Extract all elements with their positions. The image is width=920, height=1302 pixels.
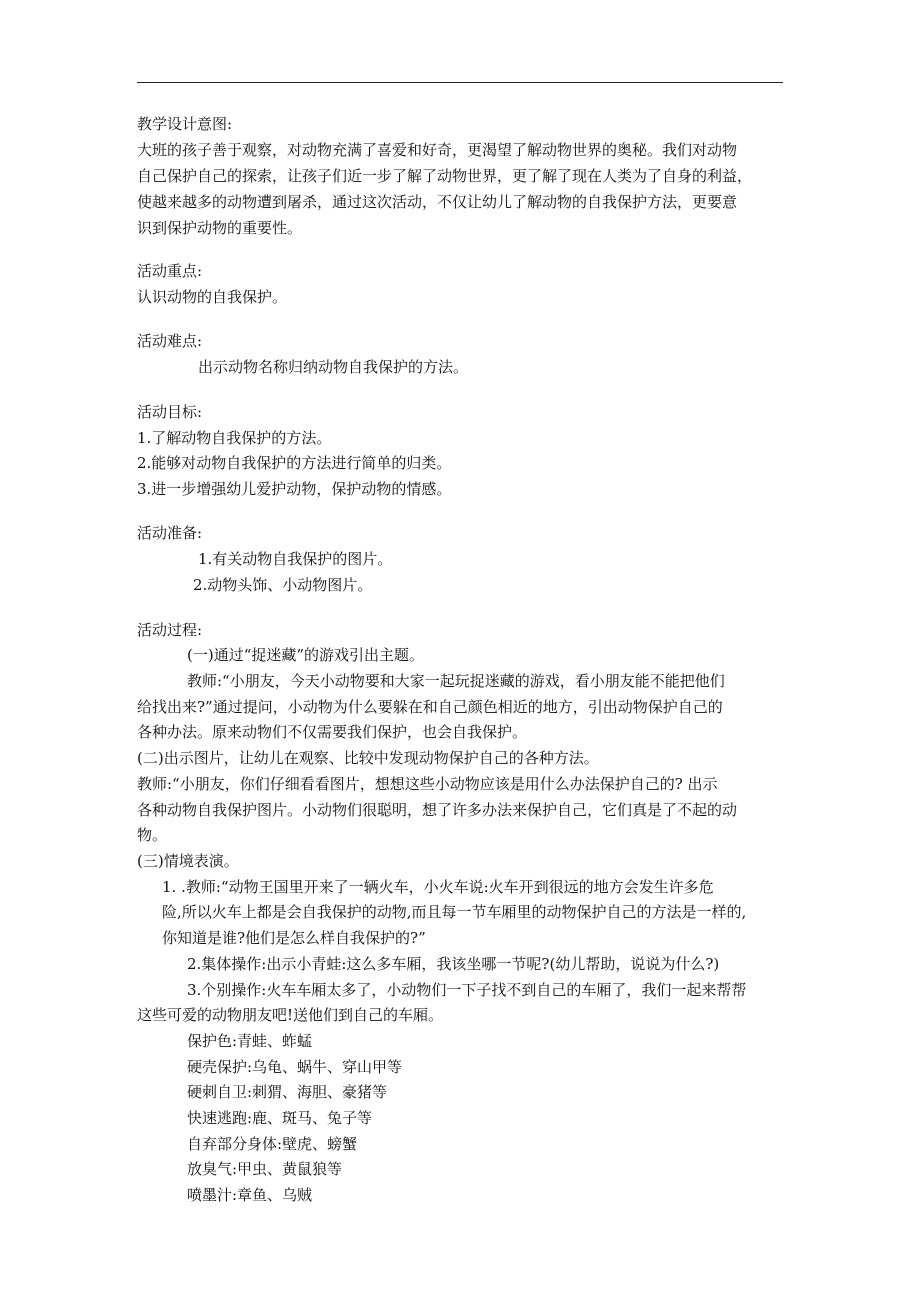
sub1-line-1: 1. .教师:“动物王国里开来了一辆火车，小火车说:火车开到很远的地方会发生许多危 bbox=[162, 878, 714, 896]
step3-title: (三)情境表演。 bbox=[137, 852, 239, 870]
design-line-1: 大班的孩子善于观察，对动物充满了喜爱和好奇，更渴望了解动物世界的奥秘。我们对动物 bbox=[137, 141, 738, 159]
category-item-4: 快速逃跑:鹿、斑马、兔子等 bbox=[187, 1109, 373, 1127]
sub3-line-2: 这些可爱的动物朋友吧!送他们到自己的车厢。 bbox=[137, 1006, 444, 1024]
step1-line-2: 给找出来?”通过提问，小动物为什么要躲在和自己颜色相近的地方，引出动物保护自己的 bbox=[137, 698, 723, 716]
step2-title: (二)出示图片，让幼儿在观察、比较中发现动物保护自己的各种方法。 bbox=[137, 749, 599, 767]
category-item-6: 放臭气:甲虫、黄鼠狼等 bbox=[187, 1160, 343, 1178]
design-line-4: 识到保护动物的重要性。 bbox=[137, 219, 303, 237]
goals-heading: 活动目标: bbox=[137, 403, 203, 421]
sub2-line: 2.集体操作:出示小青蛙:这么多车厢，我该坐哪一节呢?(幼儿帮助，说说为什么?) bbox=[187, 955, 720, 973]
header-rule bbox=[137, 82, 783, 83]
step1-title: (一)通过“捉迷藏”的游戏引出主题。 bbox=[187, 646, 425, 664]
step2-line-3: 物。 bbox=[137, 826, 168, 844]
category-item-1: 保护色:青蛙、蚱蜢 bbox=[187, 1032, 313, 1050]
step2-line-1: 教师:“小朋友，你们仔细看看图片，想想这些小动物应该是用什么办法保护自己的? 出示 bbox=[137, 775, 718, 793]
goal-item-3: 3.进一步增强幼儿爱护动物，保护动物的情感。 bbox=[137, 480, 452, 498]
step1-line-3: 各种办法。原来动物们不仅需要我们保护，也会自我保护。 bbox=[137, 723, 528, 741]
difficulty-heading: 活动难点: bbox=[137, 332, 203, 350]
design-line-2: 自己保护自己的探索，让孩子们近一步了解了动物世界，更了解了现在人类为了自身的利益， bbox=[137, 167, 753, 185]
category-item-3: 硬刺自卫:刺猬、海胆、豪猪等 bbox=[187, 1083, 388, 1101]
focus-text: 认识动物的自我保护。 bbox=[137, 288, 288, 306]
preparation-item-2: 2.动物头饰、小动物图片。 bbox=[193, 576, 373, 594]
step2-line-2: 各种动物自我保护图片。小动物们很聪明，想了许多办法来保护自己，它们真是了不起的动 bbox=[137, 801, 738, 819]
design-heading: 教学设计意图: bbox=[137, 115, 233, 133]
preparation-heading: 活动准备: bbox=[137, 524, 203, 542]
goal-item-2: 2.能够对动物自我保护的方法进行简单的归类。 bbox=[137, 454, 452, 472]
preparation-item-1: 1.有关动物自我保护的图片。 bbox=[198, 550, 393, 568]
category-item-7: 喷墨汁:章鱼、乌贼 bbox=[187, 1186, 313, 1204]
design-line-3: 使越来越多的动物遭到屠杀，通过这次活动，不仅让幼儿了解动物的自我保护方法，更要意 bbox=[137, 193, 738, 211]
sub1-line-3: 你知道是谁?他们是怎么样自我保护的?” bbox=[162, 929, 426, 947]
difficulty-text: 出示动物名称归纳动物自我保护的方法。 bbox=[198, 358, 469, 376]
category-item-2: 硬壳保护:乌龟、蜗牛、穿山甲等 bbox=[187, 1058, 403, 1076]
step1-line-1: 教师:“小朋友，今天小动物要和大家一起玩捉迷藏的游戏，看小朋友能不能把他们 bbox=[187, 672, 725, 690]
process-heading: 活动过程: bbox=[137, 621, 203, 639]
focus-heading: 活动重点: bbox=[137, 262, 203, 280]
sub1-line-2: 险,所以火车上都是会自我保护的动物,而且每一节车厢里的动物保护自己的方法是一样的, bbox=[162, 903, 747, 921]
category-item-5: 自弃部分身体:壁虎、螃蟹 bbox=[187, 1135, 358, 1153]
goal-item-1: 1.了解动物自我保护的方法。 bbox=[137, 429, 332, 447]
sub3-line-1: 3.个别操作:火车车厢太多了，小动物们一下子找不到自己的车厢了，我们一起来帮帮 bbox=[187, 981, 747, 999]
